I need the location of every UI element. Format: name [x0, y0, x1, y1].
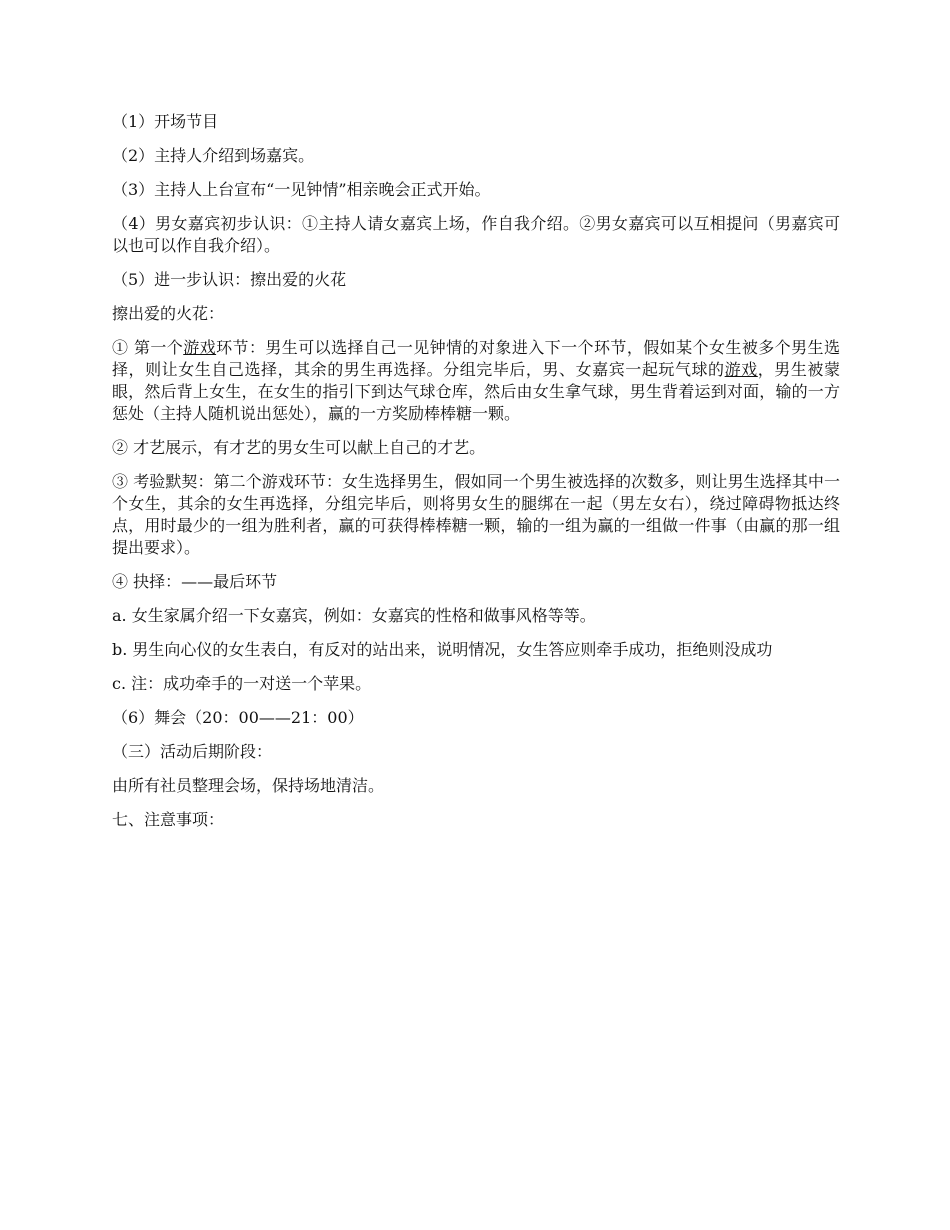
section-later-stage: （三）活动后期阶段： [112, 742, 273, 761]
section-precautions: 七、注意事项： [112, 810, 225, 829]
item-host-announce-start: （3）主持人上台宣布“一见钟情”相亲晚会正式开始。 [112, 180, 491, 199]
first-game-text-a: ① 第一个 [112, 338, 184, 357]
item-cleanup: 由所有社员整理会场，保持场地清洁。 [112, 776, 385, 795]
item-host-introduce-guests: （2）主持人介绍到场嘉宾。 [112, 146, 315, 165]
item-gift-note: c. 注：成功牵手的一对送一个苹果。 [112, 674, 372, 693]
item-talent-show: ② 才艺展示，有才艺的男女生可以献上自己的才艺。 [112, 438, 486, 457]
first-game-text-b: 环节：男生可以选择自己一见钟情的对象进入下一个环节，假如某个女生被多个男生选择，则让女生自己选择，其余的男生再选择。分组完毕后，男、女嘉宾一起玩气球的 [112, 338, 840, 379]
item-final-choice: ④ 抉择：——最后环节 [112, 572, 278, 591]
item-confession: b. 男生向心仪的女生表白，有反对的站出来，说明情况，女生答应则牵手成功，拒绝则没成功 [112, 640, 773, 659]
item-first-game [112, 337, 840, 425]
item-family-introduction: a. 女生家属介绍一下女嘉宾，例如：女嘉宾的性格和做事风格等等。 [112, 606, 596, 625]
game-link[interactable]: 游戏 [724, 360, 758, 379]
item-further-acquaintance: （5）进一步认识：擦出爱的火花 [112, 270, 347, 289]
section-spark-heading: 擦出爱的火花： [112, 304, 225, 323]
first-game-text-c: ，男生被蒙眼，然后背上女生，在女生的指引下到达气球仓库，然后由女生拿气球，男生背着运到对面，输的一方惩处（主持人随机说出惩处），赢的一方奖励棒棒糖一颗。 [112, 360, 840, 423]
item-dance-party: （6）舞会（20：00——21：00） [112, 708, 364, 727]
item-opening-program: （1）开场节目 [112, 112, 219, 131]
document-body [112, 111, 840, 843]
item-tacit-test: ③ 考验默契：第二个游戏环节：女生选择男生，假如同一个男生被选择的次数多，则让男生选择其中一个女生，其余的女生再选择，分组完毕后，则将男女生的腿绑在一起（男左女右），绕过障碍物抵达终点，用时最少的一组为胜利者，赢的可获得棒棒糖一颗，输的一组为赢的一组做一件事（由赢的那一组提出要求）。 [112, 472, 840, 557]
game-link[interactable]: 游戏 [183, 338, 217, 357]
item-initial-acquaintance: （4）男女嘉宾初步认识：①主持人请女嘉宾上场，作自我介绍。②男女嘉宾可以互相提问（男嘉宾可以也可以作自我介绍）。 [112, 214, 840, 255]
